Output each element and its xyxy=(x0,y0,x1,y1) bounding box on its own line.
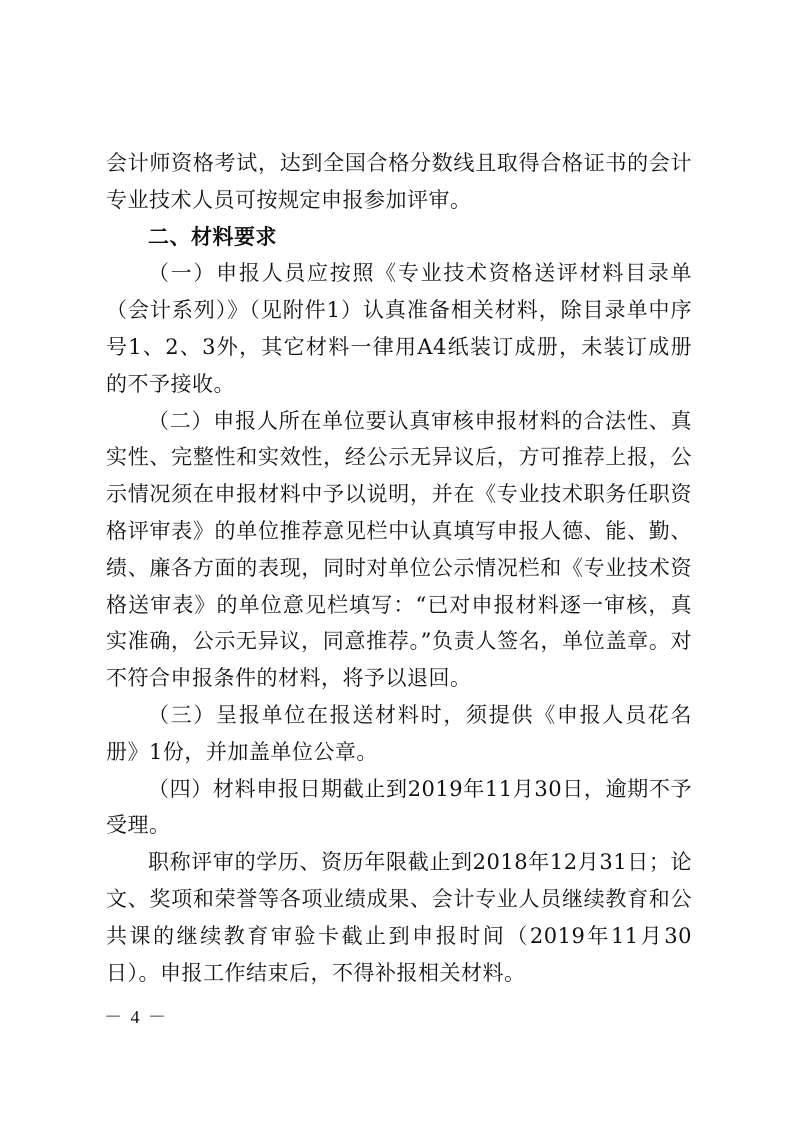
paragraph-item-1: （一）申报人员应按照《专业技术资格送评材料目录单（会计系列）》（见附件1）认真准备相关材料，除目录单中序号1、2、3外，其它材料一律用A4纸装订成册，未装订成册的不予接收。 xyxy=(106,261,692,396)
document-body xyxy=(106,145,692,991)
paragraph-item-3: （三）呈报单位在报送材料时，须提供《申报人员花名册》1份，并加盖单位公章。 xyxy=(106,702,692,764)
paragraph-item-4: （四）材料申报日期截止到2019年11月30日，逾期不予受理。 xyxy=(106,776,692,838)
paragraph-deadline-note: 职称评审的学历、资历年限截止到2018年12月31日；论文、奖项和荣誉等各项业绩成果、会计专业人员继续教育和公共课的继续教育审验卡截止到申报时间（2019年11月30日）。申报工作结束后，不得补报相关材料。 xyxy=(106,850,692,985)
page-number: － 4 － xyxy=(104,1007,168,1027)
section-heading-materials: 二、材料要求 xyxy=(148,224,277,249)
paragraph-item-2: （二）申报人所在单位要认真审核申报材料的合法性、真实性、完整性和实效性，经公示无异议后，方可推荐上报，公示情况须在申报材料中予以说明，并在《专业技术职务任职资格评审表》的单位推荐意见栏中认真填写申报人德、能、勤、绩、廉各方面的表现，同时对单位公示情况栏和《专业技术资格送审表》的单位意见栏填写：“已对申报材料逐一审核，真实准确，公示无异议，同意推荐。”负责人签名，单位盖章。对不符合申报条件的材料，将予以退回。 xyxy=(106,408,692,691)
paragraph-continuation: 会计师资格考试，达到全国合格分数线且取得合格证书的会计专业技术人员可按规定申报参加评审。 xyxy=(106,151,692,212)
